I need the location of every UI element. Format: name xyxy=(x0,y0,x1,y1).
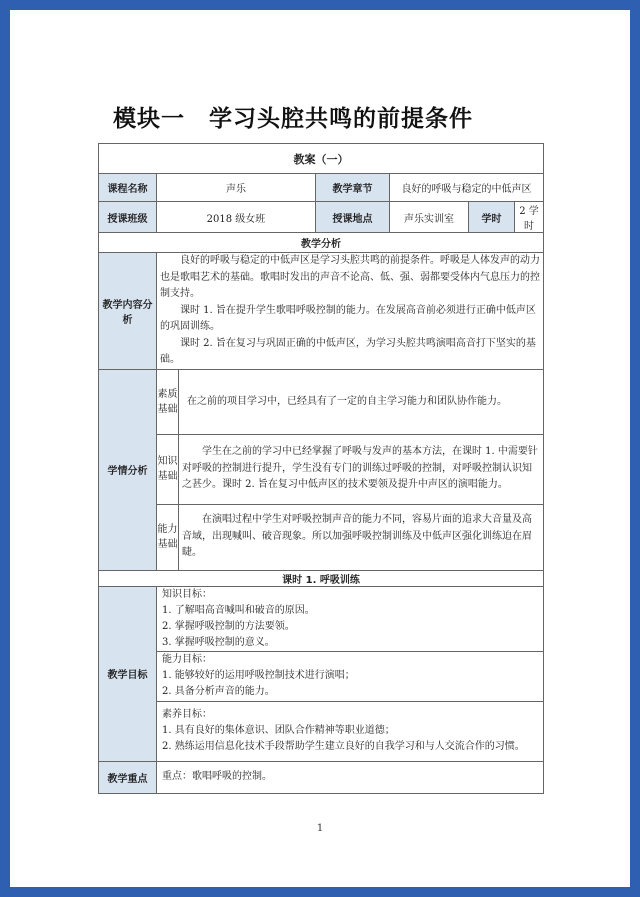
info-row-1 xyxy=(99,174,544,202)
chapter-label: 教学章节 xyxy=(316,174,390,202)
learner-sub-quality-text: 素质基础 xyxy=(157,388,178,415)
content-analysis-body xyxy=(157,253,544,370)
chapter-value: 良好的呼吸与稳定的中低声区 xyxy=(390,174,544,202)
knowledge-objectives xyxy=(157,586,544,651)
learner-sub-knowledge-text: 知识基础 xyxy=(157,456,178,482)
learner-row-quality xyxy=(99,369,544,434)
knowledge-title: 知识目标： xyxy=(162,588,212,600)
content-analysis-p3: 课时 2. 旨在复习与巩固正确的中低声区，为学习头腔共鸣演唱高音打下坚实的基础。 xyxy=(160,337,536,365)
learner-row-ability xyxy=(99,504,544,570)
content-analysis-p2: 课时 1. 旨在提升学生歌唱呼吸控制的能力。在发展高音前必须进行正确中低声区的巩固训练。 xyxy=(160,304,536,332)
plan-title: 教案（一） xyxy=(99,144,544,174)
ability-item-1: 1. 能够较好的运用呼吸控制技术进行演唱； xyxy=(162,670,355,681)
learner-sub-ability xyxy=(157,504,179,570)
focus-value: 重点：歌唱呼吸的控制。 xyxy=(157,761,544,793)
location-value: 声乐实训室 xyxy=(390,202,469,233)
plan-title-row xyxy=(99,144,544,174)
knowledge-item-2: 2. 掌握呼吸控制的方法要领。 xyxy=(162,620,295,632)
knowledge-item-1: 1. 了解唱高音喊叫和破音的原因。 xyxy=(162,604,315,616)
class-value: 2018 级女班 xyxy=(157,202,316,233)
course-name-label: 课程名称 xyxy=(99,174,157,202)
ability-objectives xyxy=(157,651,544,701)
objectives-ability-row xyxy=(99,651,544,701)
learner-ability-text: 在演唱过程中学生对呼吸控制声音的能力不同，容易片面的追求大音量及高音域，出现喊叫、破音现象。所以加强呼吸控制训练及中低声区强化训练迫在眉睫。 xyxy=(179,504,544,570)
objectives-literacy-row xyxy=(99,701,544,761)
analysis-header-row xyxy=(99,233,544,253)
literacy-item-2: 2. 熟练运用信息化技术手段帮助学生建立良好的自我学习和与人交流合作的习惯。 xyxy=(162,741,525,752)
page-number: 1 xyxy=(316,823,324,834)
content-analysis-p1: 良好的呼吸与稳定的中低声区是学习头腔共鸣的前提条件。呼吸是人体发声的动力也是歌唱艺术的基础。歌唱时发出的声音不论高、低、强、弱都要受体内气息压力的控制支持。 xyxy=(160,255,540,299)
knowledge-item-3: 3. 掌握呼吸控制的意义。 xyxy=(162,636,275,648)
content-analysis-row xyxy=(99,253,544,370)
literacy-objectives xyxy=(157,701,544,761)
learner-sub-knowledge xyxy=(157,434,179,504)
module-title: 模块一 学习头腔共鸣的前提条件 xyxy=(113,106,473,132)
class-label: 授课班级 xyxy=(99,202,157,233)
hours-label: 学时 xyxy=(469,202,515,233)
objectives-label: 教学目标 xyxy=(99,586,157,761)
document-page xyxy=(10,10,630,887)
course-name-value: 声乐 xyxy=(157,174,316,202)
location-label: 授课地点 xyxy=(316,202,390,233)
lesson-plan-table xyxy=(98,143,544,794)
ability-item-2: 2. 具备分析声音的能力。 xyxy=(162,686,275,697)
learner-quality-text: 在之前的项目学习中，已经具有了一定的自主学习能力和团队协作能力。 xyxy=(179,369,544,434)
learner-knowledge-text: 学生在之前的学习中已经掌握了呼吸与发声的基本方法，在课时 1. 中需要针对呼吸的控制进行提升，学生没有专门的训练过呼吸的控制，对呼吸控制认识知之甚少。课时 2. 旨在复习中低声区的技术要领及提升中声区的演唱能力。 xyxy=(179,434,544,504)
learner-analysis-label: 学情分析 xyxy=(99,369,157,570)
focus-row xyxy=(99,761,544,793)
content-analysis-label: 教学内容分析 xyxy=(99,253,157,370)
learner-sub-quality xyxy=(157,369,179,434)
hours-value: 2 学时 xyxy=(515,202,544,233)
info-row-2 xyxy=(99,202,544,233)
focus-label: 教学重点 xyxy=(99,761,157,793)
learner-sub-ability-text: 能力基础 xyxy=(157,524,178,550)
ability-title: 能力目标： xyxy=(162,654,212,665)
analysis-header: 教学分析 xyxy=(99,233,544,253)
literacy-item-1: 1. 具有良好的集体意识、团队合作精神等职业道德； xyxy=(162,725,395,736)
literacy-title: 素养目标： xyxy=(162,709,212,720)
objectives-knowledge-row xyxy=(99,586,544,651)
lesson1-header-row xyxy=(99,570,544,586)
learner-row-knowledge xyxy=(99,434,544,504)
lesson1-header: 课时 1. 呼吸训练 xyxy=(99,570,544,586)
